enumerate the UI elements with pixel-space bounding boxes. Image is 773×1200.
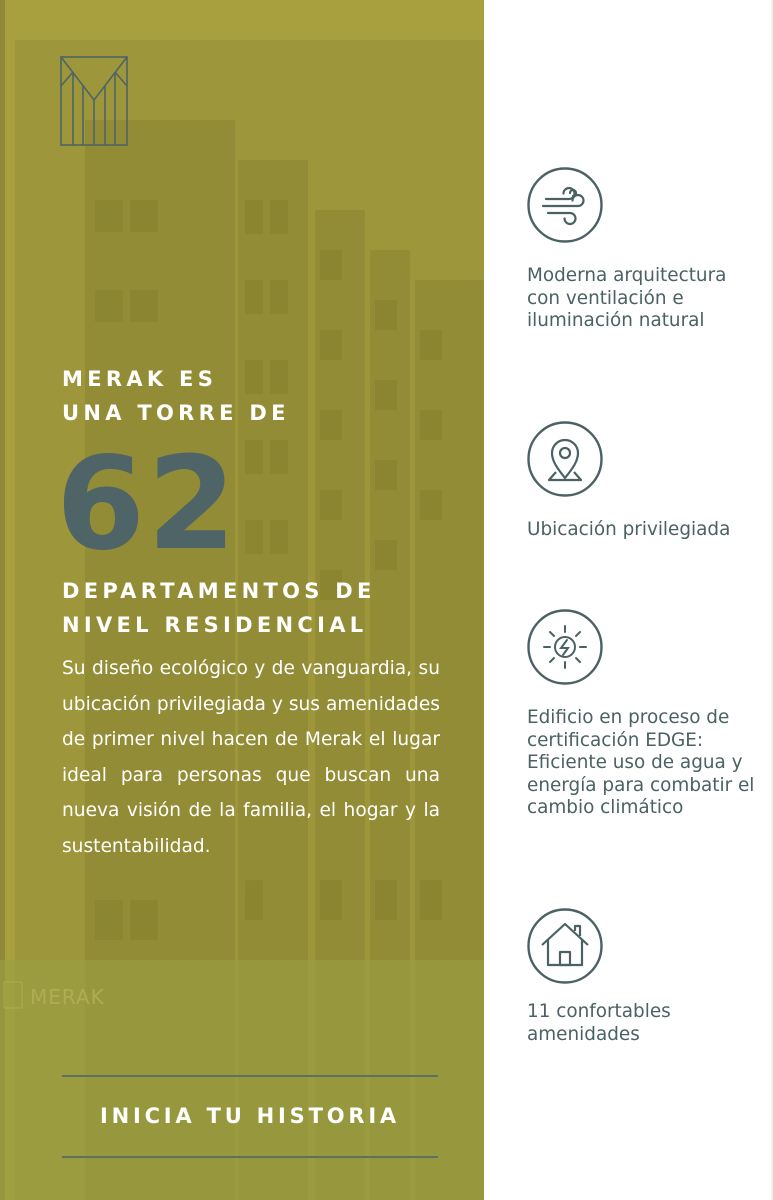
- feature-text-architecture: Moderna arquitectura con ventilación e iluminación natural: [527, 265, 727, 331]
- sun-energy-icon: [526, 608, 604, 686]
- house-icon: [526, 907, 604, 985]
- headline-line-1: MERAK ES: [62, 367, 218, 391]
- feature-text-edge: Edificio en proceso de certificación EDGE: Eficiente uso de agua y energía para combatir el cambio climático: [527, 707, 755, 818]
- feature-text-location: Ubicación privilegiada: [527, 519, 731, 540]
- headline: [62, 362, 290, 430]
- wind-icon: [526, 166, 604, 244]
- description: Su diseño ecológico y de vanguardia, su ubicación privilegiada y sus amenidades de primer nivel hacen de Merak el lugar ideal para personas que buscan una nueva visión de la familia, el hogar y la sustentabilidad.: [62, 658, 440, 857]
- headline-line-2: UNA TORRE DE: [62, 401, 290, 425]
- building-sign: MERAK: [30, 985, 105, 1009]
- feature-text-amenities: 11 confortables amenidades: [527, 1001, 671, 1045]
- subheadline: [62, 574, 376, 642]
- subheadline-line-1: DEPARTAMENTOS DE: [62, 579, 376, 603]
- location-pin-icon: [526, 420, 604, 498]
- divider-bottom: [62, 1156, 438, 1158]
- merak-logo: [60, 56, 128, 146]
- features-panel: [484, 0, 773, 1200]
- apartment-count: 62: [56, 430, 239, 579]
- divider-top: [62, 1075, 438, 1077]
- subheadline-line-2: NIVEL RESIDENCIAL: [62, 613, 368, 637]
- start-story-link[interactable]: INICIA TU HISTORIA: [99, 1104, 400, 1128]
